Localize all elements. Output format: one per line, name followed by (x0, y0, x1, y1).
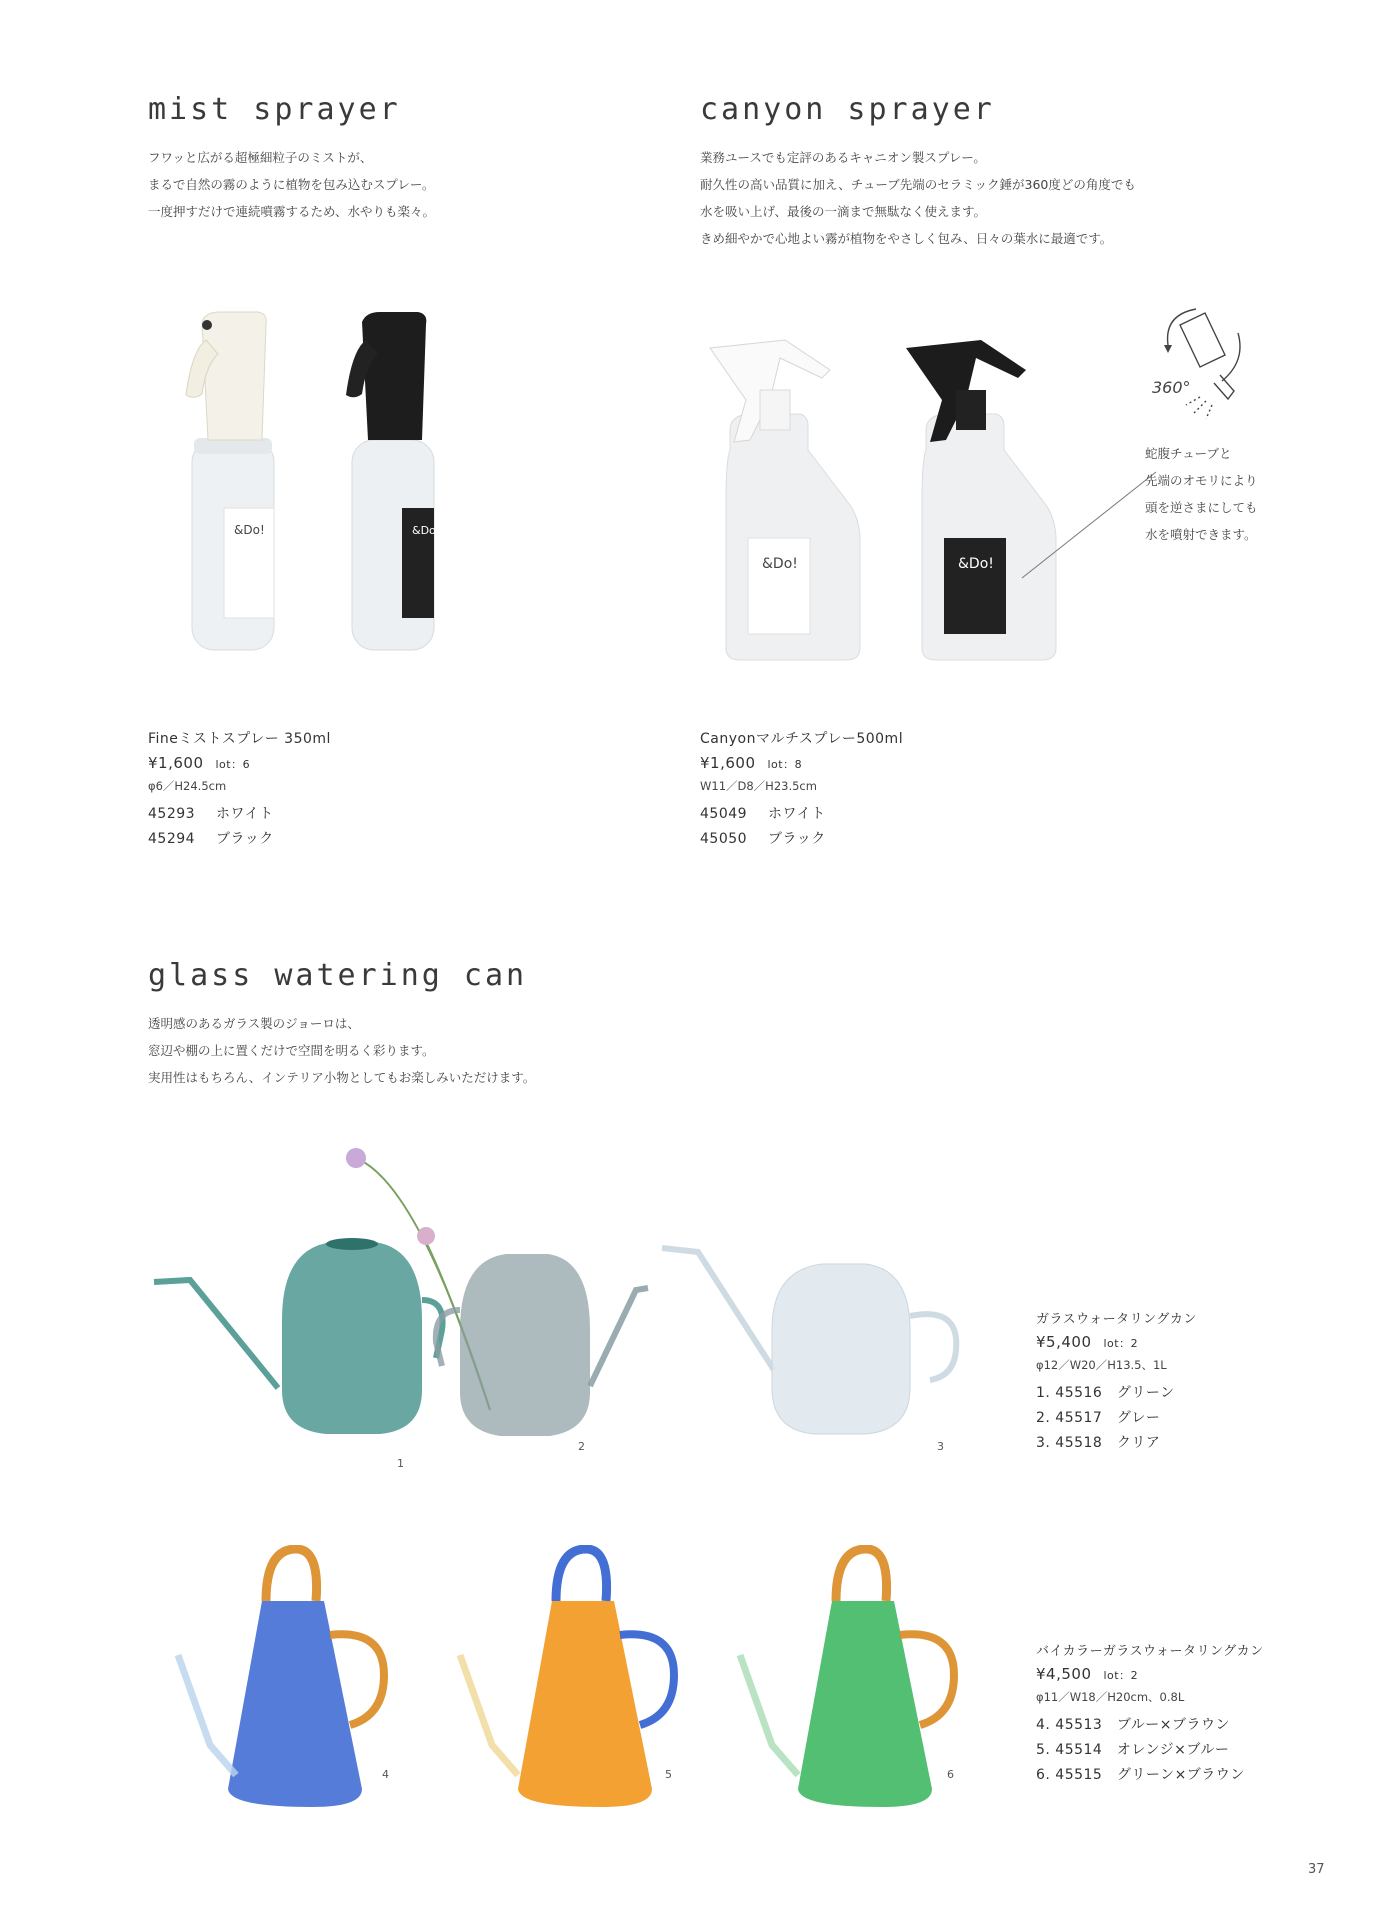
bottle-label-text: &Do! (958, 556, 994, 572)
canyon-sprayer-white (710, 340, 860, 660)
glass-product-1-info (1036, 1308, 1197, 1456)
product-size: W11／D8／H23.5cm (700, 779, 817, 793)
product-lot: lot：8 (767, 758, 803, 771)
variant-list (700, 802, 903, 852)
bottle-label-text: &Do! (412, 524, 441, 537)
glass-desc-line: 窓辺や棚の上に置くだけで空間を明るく彩ります。 (148, 1043, 435, 1058)
bottle-label-text: &Do! (234, 523, 265, 537)
mist-desc-line: まるで自然の霧のように植物を包み込むスプレー。 (148, 177, 435, 192)
product-price-line (1036, 1665, 1264, 1683)
mist-desc-line: フワッと広がる超極細粒子のミストが、 (148, 150, 373, 165)
variant-code: 45293 (148, 806, 196, 822)
rotation-360-icon (1150, 305, 1260, 429)
variant-code: 45294 (148, 831, 196, 847)
product-price: ¥1,600 (148, 754, 204, 772)
glass-desc-line: 透明感のあるガラス製のジョーロは、 (148, 1016, 360, 1031)
product-size: φ12／W20／H13.5、1L (1036, 1358, 1167, 1372)
mist-product-info (148, 728, 331, 852)
canyon-description (700, 144, 1136, 252)
variant-item (700, 827, 903, 852)
page-number: 37 (1308, 1862, 1325, 1877)
callout-line: 水を噴射できます。 (1145, 527, 1257, 542)
variant-color: ブラック (216, 831, 274, 847)
variant-list (1036, 1381, 1197, 1456)
watering-can-blue-brown (178, 1549, 384, 1807)
variant-item: 2. 45517 グレー (1036, 1410, 1161, 1426)
product-price: ¥1,600 (700, 754, 756, 772)
variant-item: 6. 45515 グリーン×ブラウン (1036, 1767, 1245, 1783)
canyon-callout (1145, 440, 1258, 548)
mist-sprayer-black (346, 312, 440, 650)
product-name: Fineミストスプレー 350ml (148, 731, 331, 747)
photo-number: 5 (665, 1768, 672, 1781)
variant-item (148, 802, 331, 827)
product-lot: lot：2 (1103, 1669, 1139, 1682)
product-size: φ11／W18／H20cm、0.8L (1036, 1690, 1185, 1704)
callout-line: 先端のオモリにより (1145, 473, 1258, 488)
product-size: φ6／H24.5cm (148, 779, 227, 793)
section-title-mist-sprayer: mist sprayer (148, 92, 401, 127)
variant-item (148, 827, 331, 852)
watering-can-green-brown (740, 1549, 954, 1807)
canyon-desc-line: 業務ユースでも定評のあるキャニオン製スプレー。 (700, 150, 986, 165)
photo-number: 4 (382, 1768, 389, 1781)
mist-description (148, 144, 435, 225)
watering-can-green (154, 1238, 443, 1434)
glass-description (148, 1010, 535, 1091)
variant-color: ホワイト (768, 806, 826, 822)
product-name: バイカラーガラスウォータリングカン (1036, 1644, 1264, 1659)
canyon-product-info (700, 728, 903, 852)
canyon-desc-line: 水を吸い上げ、最後の一滴まで無駄なく使えます。 (700, 204, 987, 219)
photo-number: 2 (578, 1440, 585, 1453)
product-name: ガラスウォータリングカン (1036, 1312, 1197, 1327)
rotation-label: 360° (1152, 378, 1191, 397)
variant-code: 45049 (700, 806, 748, 822)
product-price-line (148, 754, 331, 772)
variant-color: ブラック (768, 831, 826, 847)
product-lot: lot：6 (215, 758, 251, 771)
bottle-label-text: &Do! (762, 556, 798, 572)
mist-sprayer-white (186, 312, 274, 650)
photo-number: 6 (947, 1768, 954, 1781)
photo-number: 1 (397, 1457, 404, 1470)
variant-item: 5. 45514 オレンジ×ブルー (1036, 1742, 1230, 1758)
variant-item: 3. 45518 クリア (1036, 1435, 1161, 1451)
product-lot: lot：2 (1103, 1337, 1139, 1350)
canyon-desc-line: きめ細やかで心地よい霧が植物をやさしく包み、日々の葉水に最適です。 (700, 231, 1113, 246)
variant-code: 45050 (700, 831, 748, 847)
variant-item: 4. 45513 ブルー×ブラウン (1036, 1717, 1231, 1733)
canyon-desc-line: 耐久性の高い品質に加え、チューブ先端のセラミック錘が360度どの角度でも (700, 177, 1136, 192)
mist-desc-line: 一度押すだけで連続噴霧するため、水やりも楽々。 (148, 204, 436, 219)
section-title-canyon-sprayer: canyon sprayer (700, 92, 995, 127)
section-title-glass-watering-can: glass watering can (148, 958, 528, 993)
glass-product-2-info (1036, 1640, 1264, 1788)
glass-desc-line: 実用性はもちろん、インテリア小物としてもお楽しみいただけます。 (148, 1070, 536, 1085)
bicolor-watering-cans-photo-4-6 (170, 1545, 970, 1815)
product-price: ¥4,500 (1036, 1665, 1092, 1683)
variant-item (700, 802, 903, 827)
photo-number: 3 (937, 1440, 944, 1453)
variant-color: ホワイト (216, 806, 274, 822)
variant-list (1036, 1713, 1264, 1788)
mist-sprayer-photo (180, 310, 450, 660)
product-price: ¥5,400 (1036, 1333, 1092, 1351)
canyon-sprayer-photo (700, 330, 1060, 670)
glass-watering-cans-photo-1-3 (150, 1130, 980, 1470)
product-price-line (1036, 1333, 1197, 1351)
watering-can-orange-blue (460, 1549, 674, 1807)
variant-item: 1. 45516 グリーン (1036, 1385, 1175, 1401)
callout-line: 蛇腹チューブと (1145, 446, 1232, 461)
variant-list (148, 802, 331, 852)
watering-can-clear (662, 1248, 956, 1434)
callout-line: 頭を逆さまにしても (1145, 500, 1258, 515)
product-name: Canyonマルチスプレー500ml (700, 731, 904, 747)
product-price-line (700, 754, 903, 772)
watering-can-gray (436, 1254, 648, 1436)
callout-leader-line (1020, 470, 1160, 584)
